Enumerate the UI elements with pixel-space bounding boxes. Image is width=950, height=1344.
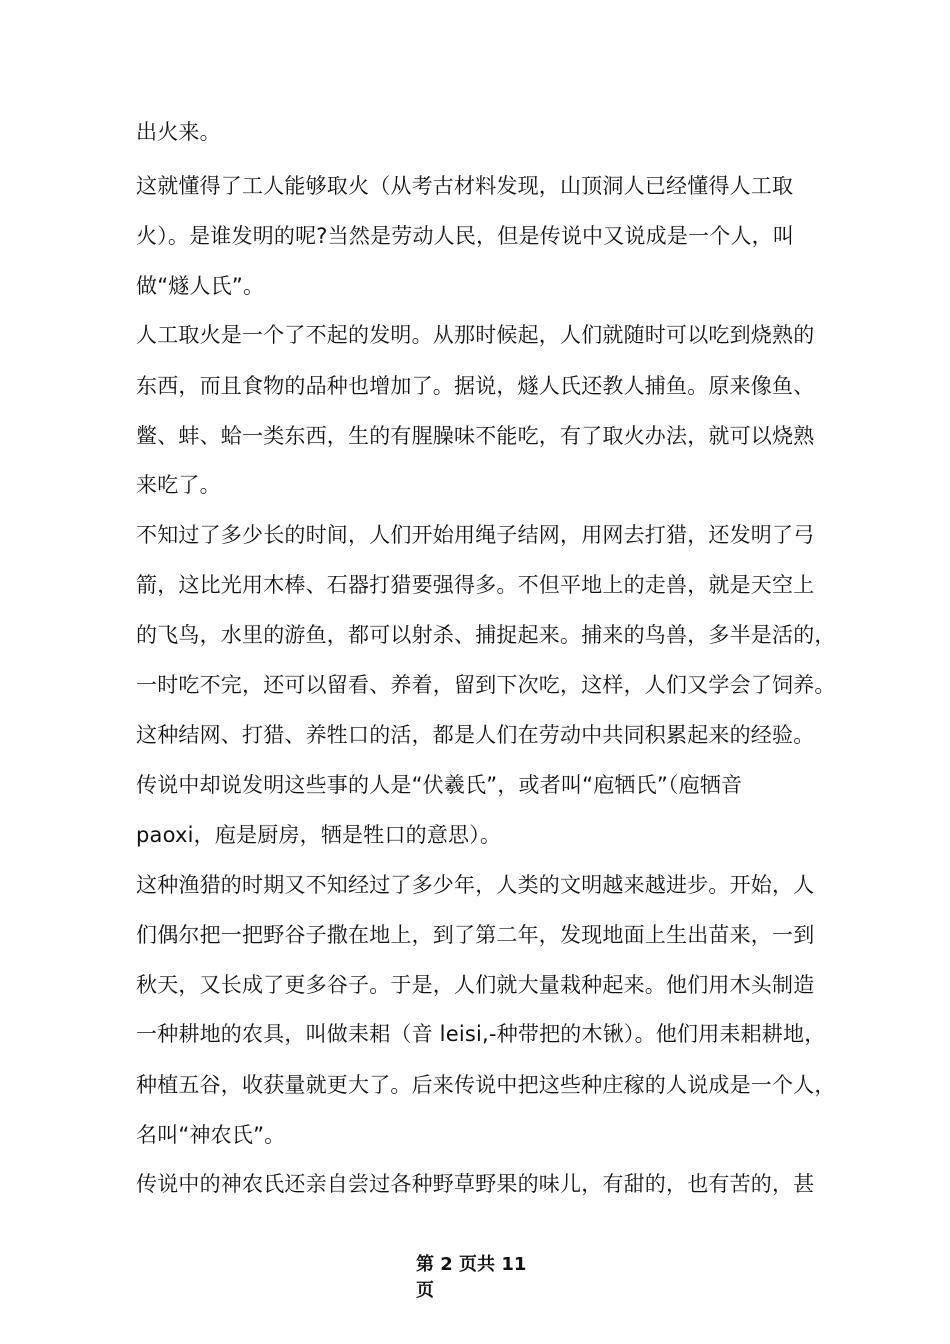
text-line: 来吃了。 — [136, 473, 221, 497]
text-line: 传说中的神农氏还亲自尝过各种野草野果的味儿，有甜的，也有苦的，甚 — [136, 1172, 815, 1196]
text-line: 不知过了多少长的时间，人们开始用绳子结网，用网去打猎，还发明了弓 — [136, 523, 815, 547]
text-line: 秋天，又长成了更多谷子。于是，人们就大量栽种起来。他们用木头制造 — [136, 973, 815, 997]
text-line: 火）。是谁发明的呢?当然是劳动人民，但是传说中又说成是一个人，叫 — [136, 224, 795, 248]
text-line: 名叫“神农氏”。 — [136, 1123, 286, 1147]
text-line: 做“燧人氏”。 — [136, 274, 265, 298]
text-line: 人工取火是一个了不起的发明。从那时候起，人们就随时可以吃到烧熟的 — [136, 323, 815, 347]
text-line: 东西，而且食物的品种也增加了。据说，燧人氏还教人捕鱼。原来像鱼、 — [136, 374, 815, 398]
text-line: 一种耕地的农具，叫做耒耜（音 leisi,-种带把的木锹）。他们用耒耜耕地， — [136, 1022, 826, 1046]
text-line: paoxi，庖是厨房，牺是牲口的意思）。 — [136, 823, 502, 847]
text-line: 鳖、蚌、蛤一类东西，生的有腥臊味不能吃，有了取火办法，就可以烧熟 — [136, 424, 815, 448]
text-line: 这种渔猎的时期又不知经过了多少年，人类的文明越来越进步。开始，人 — [136, 873, 815, 897]
text-line: 传说中却说发明这些事的人是“伏羲氏”，或者叫“庖牺氏”（庖牺音 — [136, 773, 743, 797]
text-line: 这就懂得了工人能够取火（从考古材料发现，山顶洞人已经懂得人工取 — [136, 174, 794, 198]
page-number-line1: 第 2 页共 11 — [416, 1254, 527, 1275]
text-line: 箭，这比光用木棒、石器打猎要强得多。不但平地上的走兽，就是天空上 — [136, 573, 815, 597]
page-number-line2: 页 — [416, 1280, 434, 1301]
text-line: 一时吃不完，还可以留看、养着，留到下次吃，这样，人们又学会了饲养。 — [136, 673, 836, 697]
text-line: 们偶尔把一把野谷子撒在地上，到了第二年，发现地面上生出苗来，一到 — [136, 923, 815, 947]
text-line: 种植五谷，收获量就更大了。后来传说中把这些种庄稼的人说成是一个人， — [136, 1073, 836, 1097]
text-line: 这种结网、打猎、养牲口的活，都是人们在劳动中共同积累起来的经验。 — [136, 723, 815, 747]
text-line: 出火来。 — [136, 120, 221, 144]
text-line: 的飞鸟，水里的游鱼，都可以射杀、捕捉起来。捕来的鸟兽，多半是活的， — [136, 623, 836, 647]
